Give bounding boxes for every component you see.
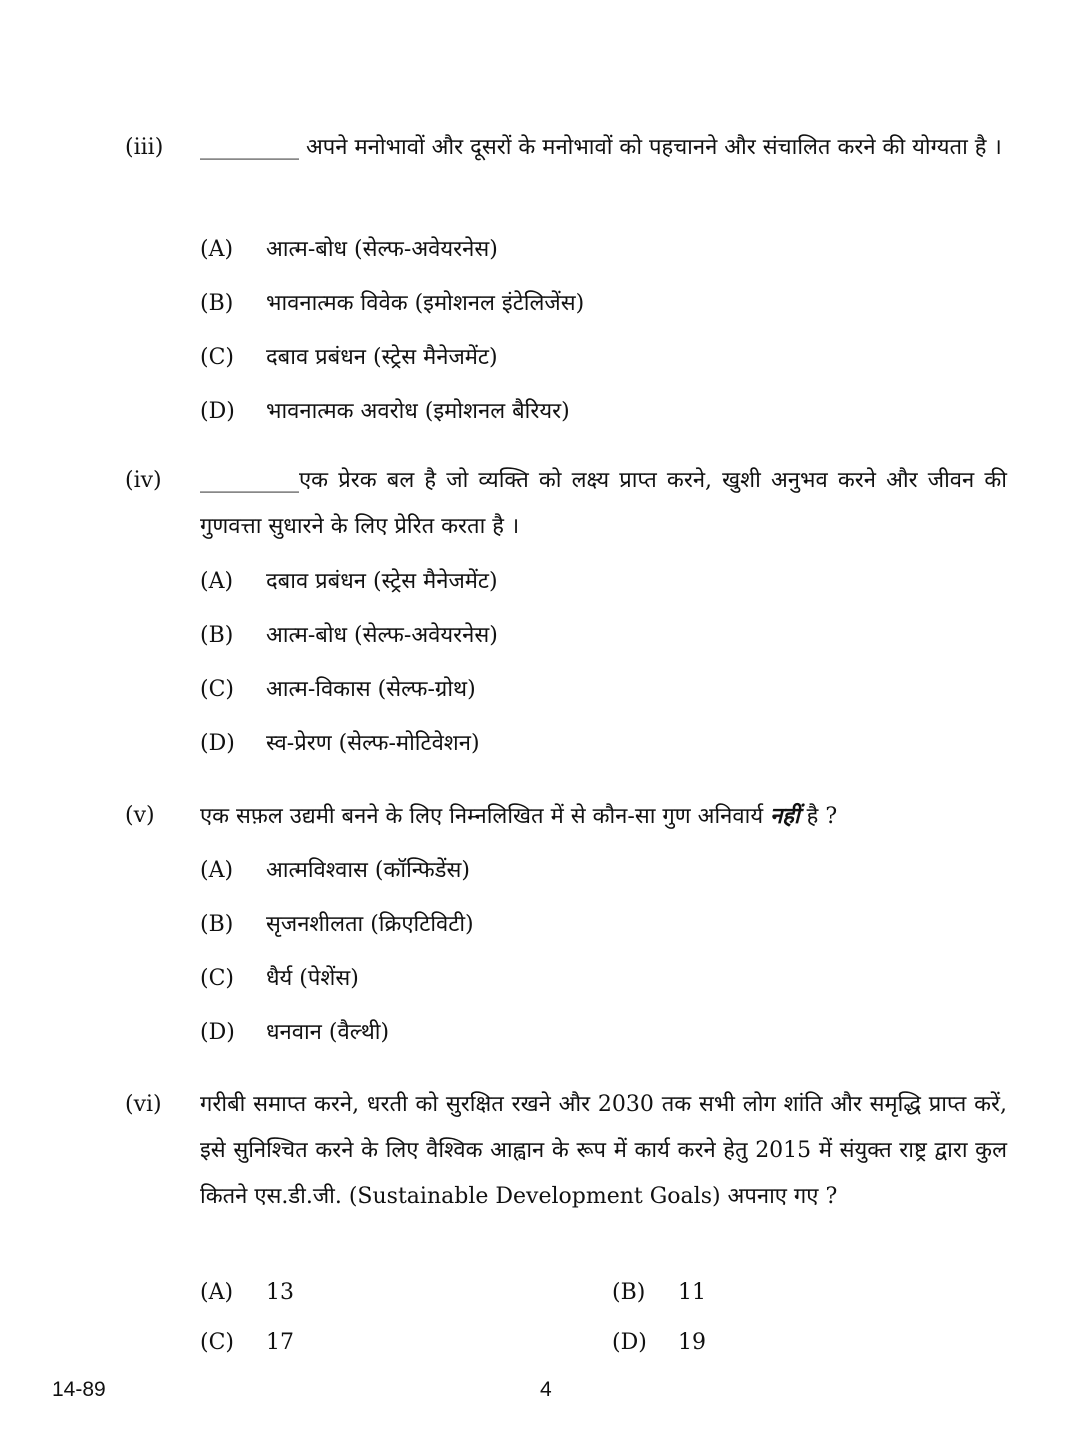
option-text: आत्म-विकास (सेल्फ-ग्रोथ) <box>266 677 476 702</box>
option-c <box>200 663 498 717</box>
option-a <box>200 555 498 609</box>
option-label: (A) <box>200 1280 234 1305</box>
question-number: (iv) <box>125 468 162 493</box>
option-text: 19 <box>678 1330 706 1355</box>
option-text: धैर्य (पेशेंस) <box>266 966 359 991</box>
option-label: (D) <box>200 399 235 424</box>
option-label: (A) <box>200 569 234 594</box>
option-text: स्व-प्रेरण (सेल्फ-मोटिवेशन) <box>266 731 480 756</box>
option-text: 11 <box>678 1280 706 1305</box>
question-text-end: है ? <box>799 804 838 829</box>
question-text <box>200 793 1007 840</box>
option-text: 17 <box>266 1330 294 1355</box>
option-label: (B) <box>200 291 234 316</box>
option-label: (B) <box>200 912 234 937</box>
question-text: _________एक प्रेरक बल है जो व्यक्ति को लक्ष्य प्राप्त करने, खुशी अनुभव करने और जीवन की गुणवत्ता सुधारने के लिए प्रेरित करता है । <box>200 468 1007 539</box>
options-list <box>200 844 474 1060</box>
option-text: आत्म-बोध (सेल्फ-अवेयरनेस) <box>266 237 498 262</box>
option-text: आत्म-बोध (सेल्फ-अवेयरनेस) <box>266 623 498 648</box>
option-a <box>200 844 474 898</box>
option-label: (B) <box>200 623 234 648</box>
question-number: (v) <box>125 803 155 828</box>
option-text: धनवान (वैल्थी) <box>266 1020 390 1045</box>
options-list <box>200 555 498 771</box>
option-text: भावनात्मक अवरोध (इमोशनल बैरियर) <box>266 399 570 424</box>
option-c <box>200 331 584 385</box>
option-b <box>200 609 498 663</box>
option-label: (B) <box>612 1280 646 1305</box>
option-label: (C) <box>200 1330 234 1355</box>
question-text: गरीबी समाप्त करने, धरती को सुरक्षित रखने और 2030 तक सभी लोग शांति और समृद्धि प्राप्त करें, इसे सुनिश्चित करने के लिए वैश्विक आह्वान के रूप में कार्य करने हेतु 2015 में संयुक्त राष्ट्र द्वारा कुल कितने एस.डी.जी. (Sustainable Development Goals) अपनाए गए ? <box>200 1092 1007 1209</box>
question-number: (iii) <box>125 135 164 160</box>
option-text: दबाव प्रबंधन (स्ट्रेस मैनेजमेंट) <box>266 345 498 370</box>
paper-code: 14-89 <box>52 1378 106 1401</box>
option-label: (D) <box>200 731 235 756</box>
option-label: (D) <box>612 1330 647 1355</box>
option-label: (C) <box>200 345 234 370</box>
option-b <box>612 1268 1024 1318</box>
option-label: (C) <box>200 677 234 702</box>
option-d <box>200 385 584 439</box>
question-text: _________ अपने मनोभावों और दूसरों के मनोभावों को पहचानने और संचालित करने की योग्यता है । <box>200 135 1002 160</box>
options-list <box>200 223 584 439</box>
option-label: (C) <box>200 966 234 991</box>
option-d <box>200 1006 474 1060</box>
option-a <box>200 223 584 277</box>
question-text-start: एक सफ़ल उद्यमी बनने के लिए निम्नलिखित में से कौन-सा गुण अनिवार्य <box>200 804 771 829</box>
option-d <box>612 1318 1024 1368</box>
option-text: आत्मविश्वास (कॉन्फिडेंस) <box>266 858 470 883</box>
option-c <box>200 952 474 1006</box>
option-label: (A) <box>200 858 234 883</box>
option-b <box>200 898 474 952</box>
option-a <box>200 1268 612 1318</box>
option-label: (D) <box>200 1020 235 1045</box>
option-d <box>200 717 498 771</box>
option-text: भावनात्मक विवेक (इमोशनल इंटेलिजेंस) <box>266 291 585 316</box>
option-text: 13 <box>266 1280 294 1305</box>
question-emphasis: नहीं <box>770 803 800 829</box>
option-text: दबाव प्रबंधन (स्ट्रेस मैनेजमेंट) <box>266 569 498 594</box>
page-number: 4 <box>540 1378 552 1401</box>
options-grid <box>200 1268 1024 1368</box>
option-b <box>200 277 584 331</box>
question-number: (vi) <box>125 1092 162 1117</box>
option-label: (A) <box>200 237 234 262</box>
option-text: सृजनशीलता (क्रिएटिविटी) <box>266 912 474 937</box>
option-c <box>200 1318 612 1368</box>
